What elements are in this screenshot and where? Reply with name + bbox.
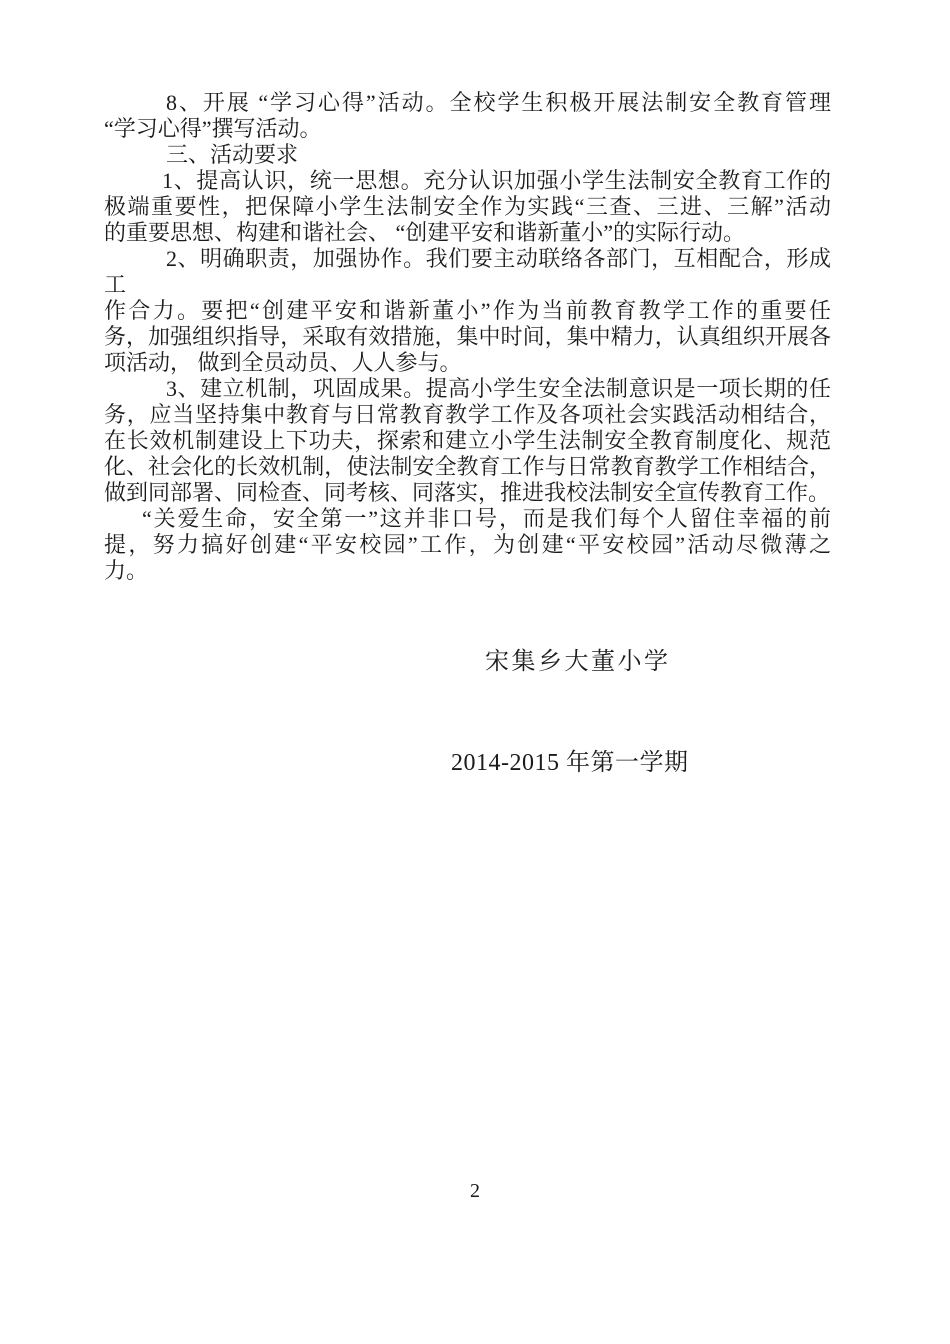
text-line: 务，应当坚持集中教育与日常教育教学工作及各项社会实践活动相结合， xyxy=(104,402,831,427)
paragraph xyxy=(104,376,831,506)
text-line: “关爱生命，安全第一”这并非口号，而是我们每个人留住幸福的前 xyxy=(142,506,831,531)
text-line: 化、社会化的长效机制，使法制安全教育工作与日常教育教学工作相结合， xyxy=(104,454,831,479)
text-line: 3、建立机制，巩固成果。提高小学生安全法制意识是一项长期的任 xyxy=(166,376,831,401)
text-line: 8、开展 “学习心得”活动。全校学生积极开展法制安全教育管理 xyxy=(166,90,831,115)
paragraph xyxy=(104,246,831,376)
paragraph xyxy=(104,142,831,168)
page-number: 2 xyxy=(470,1180,480,1202)
paragraph xyxy=(104,168,831,246)
text-line: 的重要思想、构建和谐社会、 “创建平安和谐新董小”的实际行动。 xyxy=(104,220,746,245)
semester-date-line: 2014-2015 年第一学期 xyxy=(451,750,689,776)
paragraph xyxy=(104,90,831,142)
paragraph xyxy=(104,506,831,584)
text-line: 做到同部署、同检查、同考核、同落实，推进我校法制安全宣传教育工作。 xyxy=(104,480,831,505)
text-line: 三、活动要求 xyxy=(166,142,299,167)
signature-school-name: 宋集乡大董小学 xyxy=(485,649,671,675)
text-line: 作合力。要把“创建平安和谐新董小”作为当前教育教学工作的重要任 xyxy=(104,298,831,323)
body-text xyxy=(104,90,831,584)
text-line: 1、提高认识，统一思想。充分认识加强小学生法制安全教育工作的 xyxy=(162,168,831,193)
text-line: “学习心得”撰写活动。 xyxy=(104,116,322,141)
text-line: 项活动， 做到全员动员、人人参与。 xyxy=(104,350,462,375)
text-line: 提，努力搞好创建“平安校园”工作，为创建“平安校园”活动尽微薄之 xyxy=(104,532,831,557)
text-line: 在长效机制建设上下功夫，探索和建立小学生法制安全教育制度化、规范 xyxy=(104,428,831,453)
text-line: 务，加强组织指导，采取有效措施，集中时间，集中精力，认真组织开展各 xyxy=(104,324,831,349)
text-line: 极端重要性，把保障小学生法制安全作为实践“三查、三进、三解”活动 xyxy=(104,194,831,219)
text-line: 力。 xyxy=(104,558,149,583)
text-line: 2、明确职责，加强协作。我们要主动联络各部门，互相配合，形成工 xyxy=(104,246,831,297)
